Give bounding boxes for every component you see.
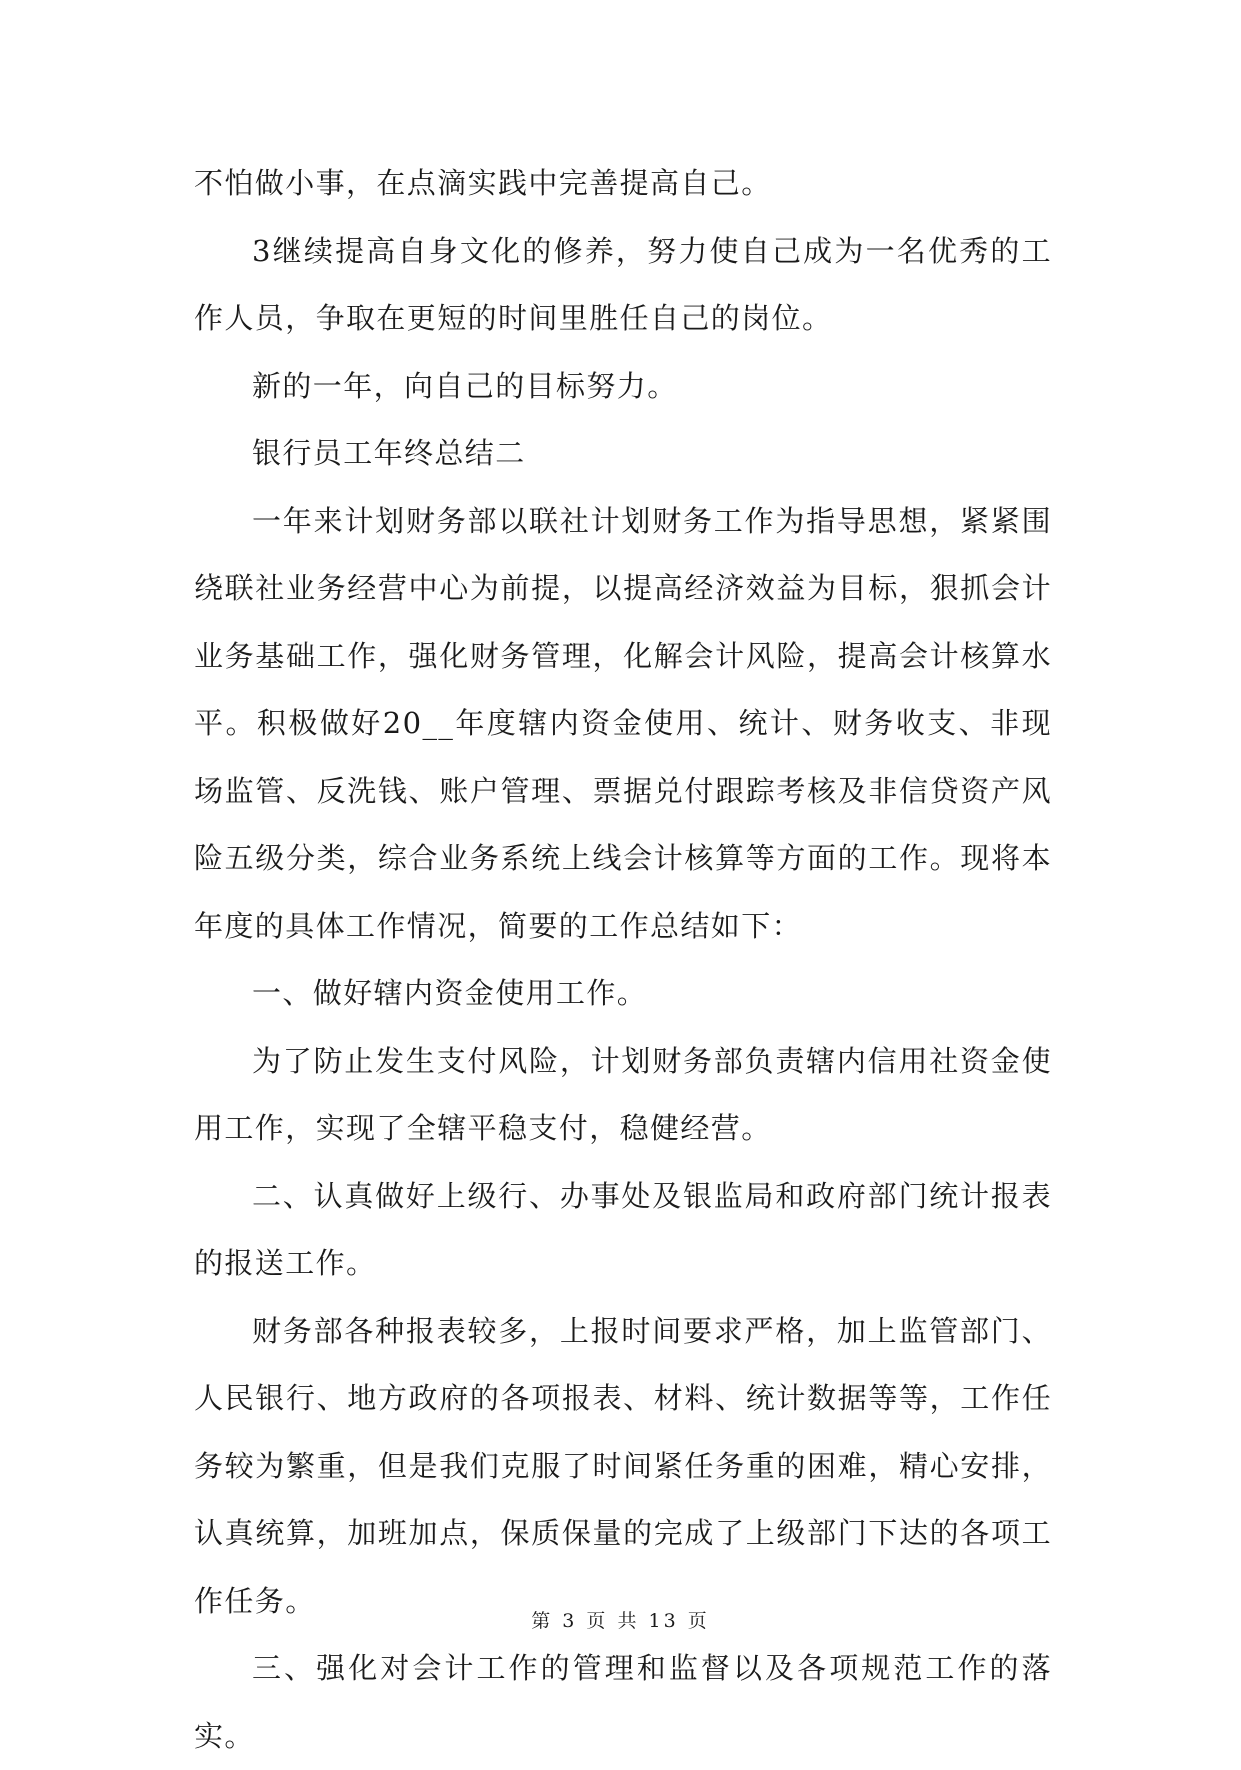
paragraph-funds: 为了防止发生支付风险，计划财务部负责辖内信用社资金使用工作，实现了全辖平稳支付，稳健经营。 — [194, 1043, 1052, 1145]
page-body — [194, 150, 1052, 1770]
heading-one: 一、做好辖内资金使用工作。 — [252, 976, 648, 1010]
heading-three: 三、强化对会计工作的管理和监督以及各项规范工作的落实。 — [194, 1651, 1052, 1753]
paragraph-continuation: 不怕做小事，在点滴实践中完善提高自己。 — [194, 166, 772, 200]
heading-two: 二、认真做好上级行、办事处及银监局和政府部门统计报表的报送工作。 — [194, 1178, 1052, 1280]
paragraph-reports: 财务部各种报表较多，上报时间要求严格，加上监管部门、人民银行、地方政府的各项报表、材料、统计数据等等，工作任务较为繁重，但是我们克服了时间紧任务重的困难，精心安排，认真统算，加班加点，保质保量的完成了上级部门下达的各项工作任务。 — [194, 1313, 1052, 1618]
paragraph-item-3: 3继续提高自身文化的修养，努力使自己成为一名优秀的工作人员，争取在更短的时间里胜任自己的岗位。 — [194, 233, 1052, 335]
paragraph-intro: 一年来计划财务部以联社计划财务工作为指导思想，紧紧围绕联社业务经营中心为前提，以提高经济效益为目标，狠抓会计业务基础工作，强化财务管理，化解会计风险，提高会计核算水平。积极做好20__年度辖内资金使用、统计、财务收支、非现场监管、反洗钱、账户管理、票据兑付跟踪考核及非信贷资产风险五级分类，综合业务系统上线会计核算等方面的工作。现将本年度的具体工作情况，简要的工作总结如下： — [194, 503, 1052, 943]
section-title: 银行员工年终总结二 — [252, 436, 526, 470]
paragraph-new-year: 新的一年，向自己的目标努力。 — [252, 368, 678, 403]
page-footer: 第 3 页 共 13 页 — [531, 1610, 710, 1632]
